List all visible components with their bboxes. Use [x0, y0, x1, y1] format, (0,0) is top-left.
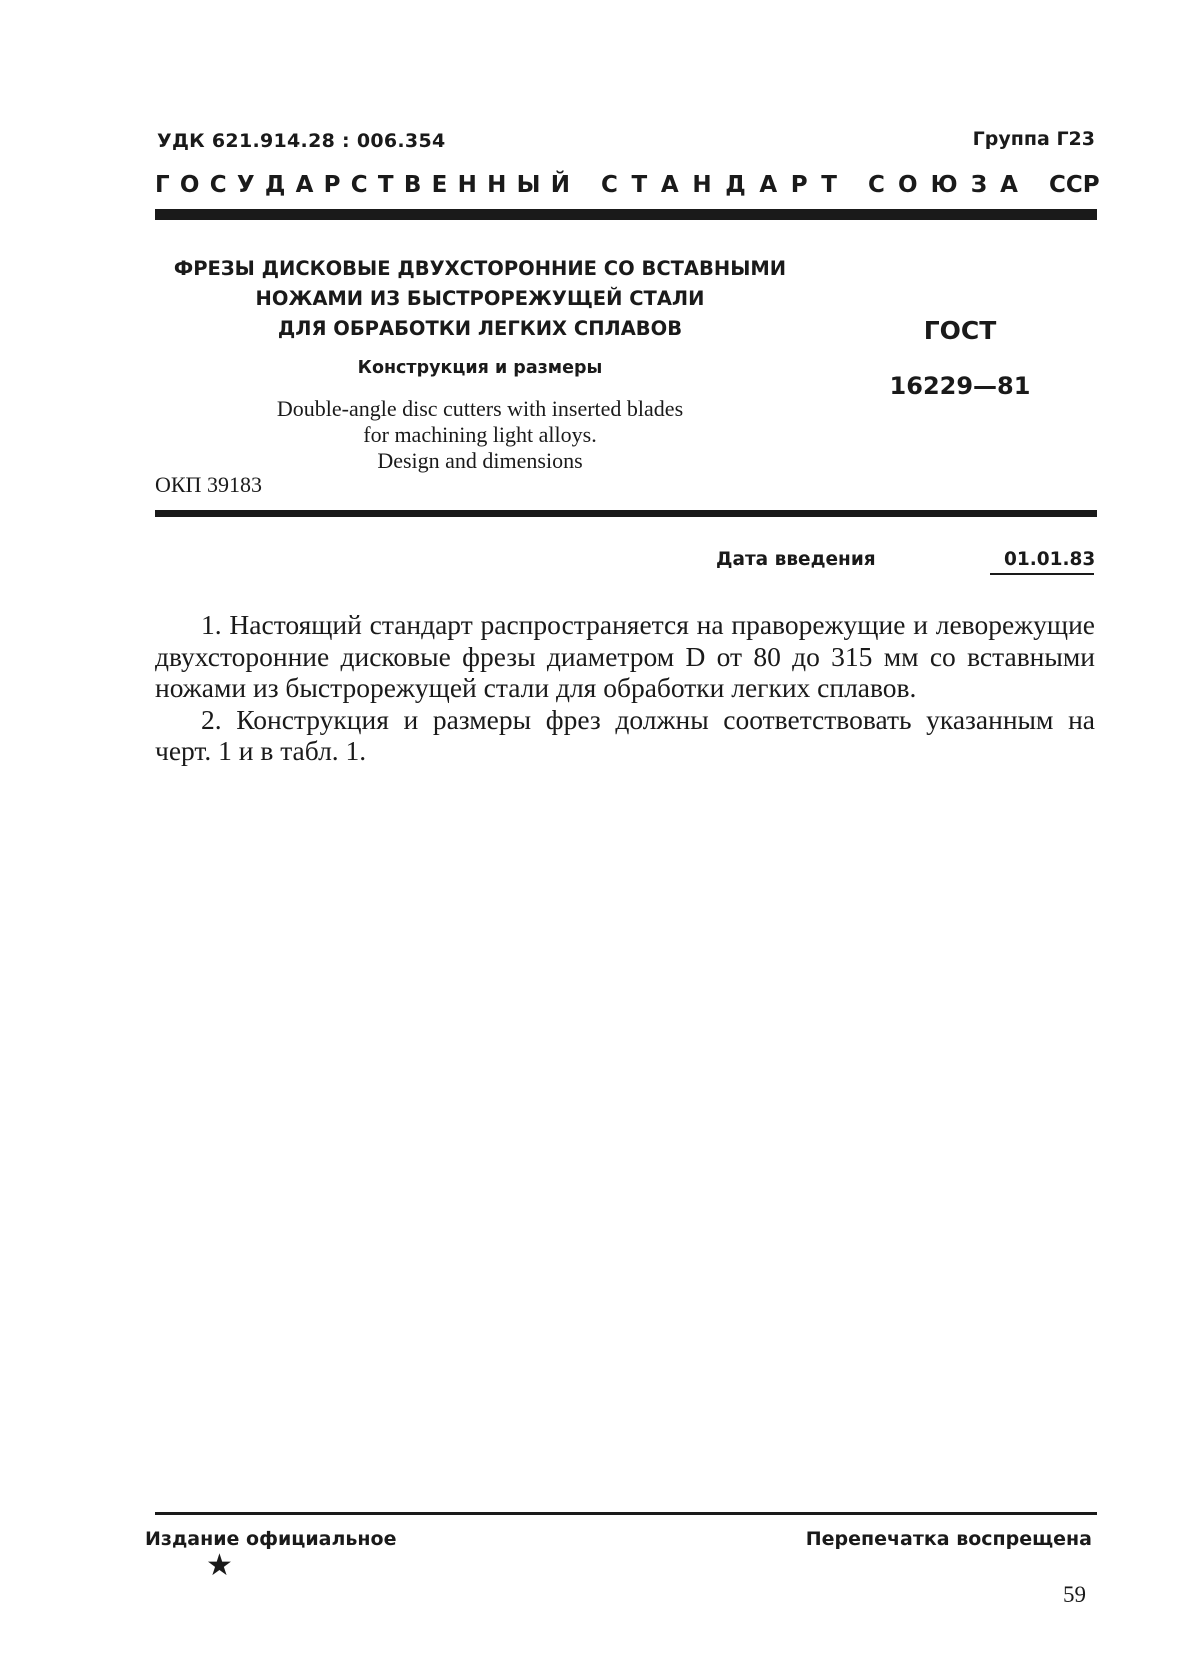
gost-label: ГОСТ	[923, 316, 997, 345]
heading-letter: О	[179, 172, 200, 198]
heading-letter: Т	[631, 172, 648, 198]
body-text	[155, 609, 1095, 767]
effective-date-label: Дата введения	[716, 549, 876, 570]
reprint-notice: Перепечатка воспрещена	[805, 1528, 1092, 1550]
heading-letter: З	[970, 172, 988, 198]
heading-letter: Т	[377, 172, 394, 198]
heading-letter: А	[660, 172, 679, 198]
heading-letter: Т	[821, 172, 837, 198]
gost-number: 16229—81	[889, 372, 1031, 400]
subtitle-russian: Конструкция и размеры	[357, 358, 603, 378]
group-code: Группа Г23	[972, 128, 1095, 150]
star-icon: ★	[206, 1548, 233, 1583]
heading-letter: С	[350, 172, 368, 198]
date-underline	[990, 573, 1094, 575]
heading-letter: А	[759, 172, 778, 198]
page-number: 59	[1063, 1582, 1086, 1607]
heading-letter: А	[1000, 172, 1018, 198]
official-edition-label: Издание официальное	[145, 1528, 397, 1550]
heading-letter: Ю	[930, 172, 958, 198]
title-line: НОЖАМИ ИЗ БЫСТРОРЕЖУЩЕЙ СТАЛИ	[255, 287, 705, 310]
udk-code: УДК 621.914.28 : 006.354	[157, 130, 446, 152]
state-standard-heading	[155, 172, 1100, 198]
heading-letter: Г	[155, 172, 170, 198]
okp-code: ОКП 39183	[155, 472, 262, 497]
middle-divider	[155, 510, 1097, 517]
heading-letter: Е	[431, 172, 448, 198]
subtitle-english	[150, 396, 810, 474]
heading-letter: С	[209, 172, 227, 198]
heading-letter: У	[236, 172, 255, 198]
paragraph-2: 2. Конструкция и размеры фрез должны соответствовать указанным на черт. 1 и в табл. 1.	[155, 703, 1095, 766]
heading-letter: Р	[1082, 172, 1100, 198]
heading-letter: С	[601, 172, 618, 198]
effective-date-value: 01.01.83	[1004, 549, 1096, 570]
heading-letter: Д	[725, 172, 746, 198]
paragraph-1: 1. Настоящий стандарт распространяется на праворежущие и леворежущие двухсторонние дисковые фрезы диаметром D от 80 до 315 мм со вставными ножами из быстрорежущей стали для обработки легких сплавов.	[155, 609, 1095, 703]
document-title	[150, 254, 810, 344]
heading-letter: Н	[692, 172, 712, 198]
heading-letter: Ы	[516, 172, 541, 198]
heading-letter: Й	[550, 172, 570, 198]
heading-letter: С	[1065, 172, 1083, 198]
title-line: ФРЕЗЫ ДИСКОВЫЕ ДВУХСТОРОННИЕ СО ВСТАВНЫМИ	[173, 257, 787, 280]
heading-letter: Н	[487, 172, 507, 198]
heading-letter: Р	[323, 172, 341, 198]
title-line: ДЛЯ ОБРАБОТКИ ЛЕГКИХ СПЛАВОВ	[277, 317, 683, 340]
heading-letter: А	[295, 172, 314, 198]
heading-word	[868, 172, 1018, 198]
top-divider	[155, 209, 1097, 220]
subtitle-english-line: for machining light alloys.	[363, 422, 597, 447]
heading-letter: О	[897, 172, 918, 198]
subtitle-english-line: Design and dimensions	[377, 448, 583, 473]
bottom-divider	[155, 1512, 1097, 1515]
subtitle-english-line: Double-angle disc cutters with inserted blades	[276, 396, 684, 421]
heading-word	[601, 172, 837, 198]
heading-letter: Р	[790, 172, 808, 198]
heading-word	[1049, 172, 1100, 198]
heading-letter: С	[1049, 172, 1066, 198]
heading-letter: Д	[264, 172, 286, 198]
heading-word	[155, 172, 570, 198]
heading-letter: В	[403, 172, 422, 198]
heading-letter: Н	[457, 172, 477, 198]
heading-letter: С	[868, 172, 885, 198]
